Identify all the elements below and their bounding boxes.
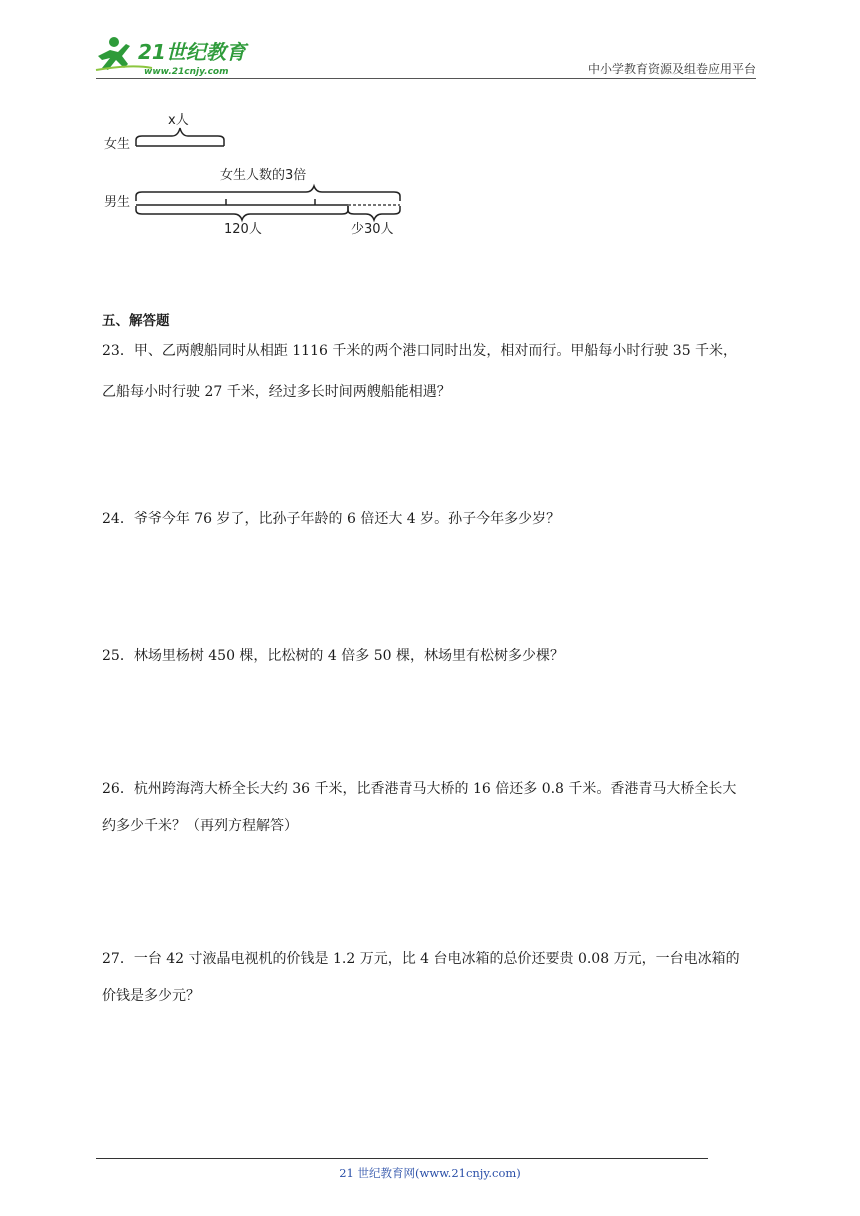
- less-brace: [348, 206, 400, 220]
- question-line: 25．林场里杨树 450 棵，比松树的 4 倍多 50 棵，林场里有松树多少棵？: [102, 648, 564, 664]
- logo-text: 21世纪教育: [138, 40, 246, 64]
- header-divider: [96, 78, 756, 79]
- boys-top-label: 女生人数的3倍: [220, 168, 307, 183]
- boys-bottom-label: 120人: [224, 222, 262, 237]
- less-label: 少30人: [351, 222, 394, 237]
- question-line: 27．一台 42 寸液晶电视机的价钱是 1.2 万元，比 4 台电冰箱的总价还要贵 0.08 万元，一台电冰箱的: [102, 951, 740, 967]
- boys-bottom-brace: [136, 206, 348, 220]
- question-line: 价钱是多少元？: [102, 988, 200, 1004]
- girls-top-label: x人: [168, 113, 189, 128]
- page-header: [0, 0, 860, 80]
- question-line: 26．杭州跨海湾大桥全长大约 36 千米，比香港青马大桥的 16 倍还多 0.8 千米。香港青马大桥全长大: [102, 781, 737, 797]
- question-26: [102, 774, 766, 842]
- boys-top-brace: [136, 186, 400, 201]
- footer-divider: [96, 1158, 708, 1159]
- line-segment-diagram: [96, 100, 426, 250]
- girls-brace: [136, 128, 224, 146]
- logo: [92, 30, 262, 80]
- question-27: [102, 944, 766, 1012]
- section-title: 五、解答题: [102, 313, 170, 329]
- question-23: [102, 336, 766, 408]
- question-line: 23．甲、乙两艘船同时从相距 1116 千米的两个港口同时出发，相对而行。甲船每小时行驶 35 千米，: [102, 343, 738, 359]
- footer-link[interactable]: 21 世纪教育网(www.21cnjy.com): [339, 1166, 521, 1180]
- girls-label: 女生: [104, 137, 131, 152]
- question-25: [102, 641, 766, 672]
- platform-name: 中小学教育资源及组卷应用平台: [587, 62, 756, 76]
- question-line: 乙船每小时行驶 27 千米，经过多长时间两艘船能相遇？: [102, 384, 451, 400]
- boys-label: 男生: [104, 195, 131, 210]
- logo-url: www.21cnjy.com: [144, 67, 229, 77]
- question-line: 约多少千米？（再列方程解答）: [102, 818, 298, 834]
- question-24: [102, 504, 766, 535]
- question-line: 24．爷爷今年 76 岁了，比孙子年龄的 6 倍还大 4 岁。孙子今年多少岁？: [102, 511, 561, 527]
